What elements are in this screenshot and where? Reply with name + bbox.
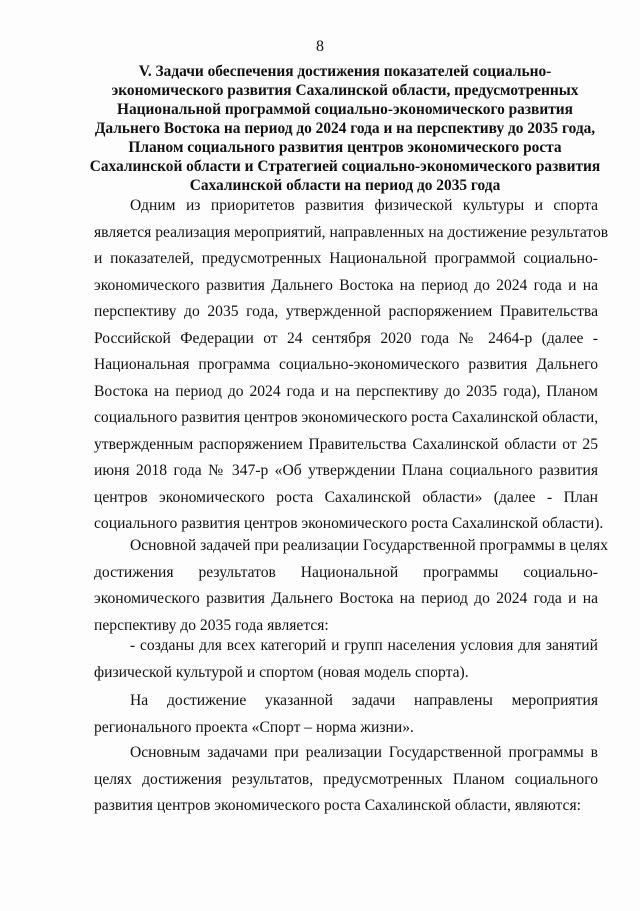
text-line: социального развития центров экономического роста Сахалинской области, <box>94 409 599 426</box>
heading-line: экономического развития Сахалинской области, предусмотренных <box>111 82 579 99</box>
text-line: является реализация мероприятий, направленных на достижение результатов <box>94 223 609 241</box>
text-line: физической культурой и спортом (новая модель спорта). <box>94 663 469 681</box>
text-line: целях достижения результатов, предусмотренных Планом социального <box>94 770 598 788</box>
text-line: Основным задачами при реализации Государственной программы в <box>130 744 598 761</box>
paragraph-3 <box>94 633 598 686</box>
text-line: экономического развития Дальнего Востока на период до 2024 года и на <box>94 276 598 294</box>
text-line: Национальная программа социально-экономического развития Дальнего <box>94 356 598 373</box>
text-line: и показателей, предусмотренных Национальной программой социально- <box>94 250 598 267</box>
section-heading <box>80 62 610 195</box>
text-line: достижения результатов Национальной программы социально- <box>94 563 598 581</box>
text-line: Российской Федерации от 24 сентября 2020 года № 2464-р (далее - <box>94 329 598 347</box>
text-line: Востока на период до 2024 года и на перспективу до 2035 года), Планом <box>94 382 598 400</box>
paragraph-4 <box>94 688 598 741</box>
page-number: 8 <box>316 38 324 55</box>
heading-line: Дальнего Востока на период до 2024 года и на перспективу до 2035 года, <box>94 120 596 137</box>
heading-line: Сахалинской области и Стратегией социально-экономического развития <box>89 158 601 175</box>
text-line: июня 2018 года № 347-р «Об утверждении Плана социального развития <box>94 462 598 479</box>
paragraph-2 <box>94 533 608 639</box>
paragraph-5 <box>94 740 598 820</box>
text-line: - созданы для всех категорий и групп населения условия для занятий <box>130 637 598 654</box>
paragraph-1 <box>94 193 609 538</box>
heading-line: Планом социального развития центров экономического роста <box>128 139 562 156</box>
text-line: социального развития центров экономического роста Сахалинской области). <box>94 515 604 532</box>
text-line: регионального проекта «Спорт – норма жизни». <box>94 718 414 736</box>
text-line: перспективу до 2035 года, утвержденной распоряжением Правительства <box>94 303 598 320</box>
text-line: перспективу до 2035 года является: <box>94 616 329 634</box>
heading-line: V. Задачи обеспечения достижения показателей социально- <box>138 63 552 80</box>
text-line: утвержденным распоряжением Правительства Сахалинской области от 25 <box>94 435 598 453</box>
heading-line: Сахалинской области на период до 2035 года <box>189 177 501 194</box>
text-line: развития центров экономического роста Сахалинской области, являются: <box>94 797 581 814</box>
text-line: Одним из приоритетов развития физической культуры и спорта <box>130 197 598 214</box>
text-line: На достижение указанной задачи направлены мероприятия <box>130 692 598 709</box>
text-line: центров экономического роста Сахалинской области» (далее - План <box>94 488 598 506</box>
text-line: экономического развития Дальнего Востока на период до 2024 года и на <box>94 590 598 607</box>
heading-line: Национальной программой социально-экономического развития <box>117 101 573 118</box>
text-line: Основной задачей при реализации Государственной программы в целях <box>130 537 608 554</box>
